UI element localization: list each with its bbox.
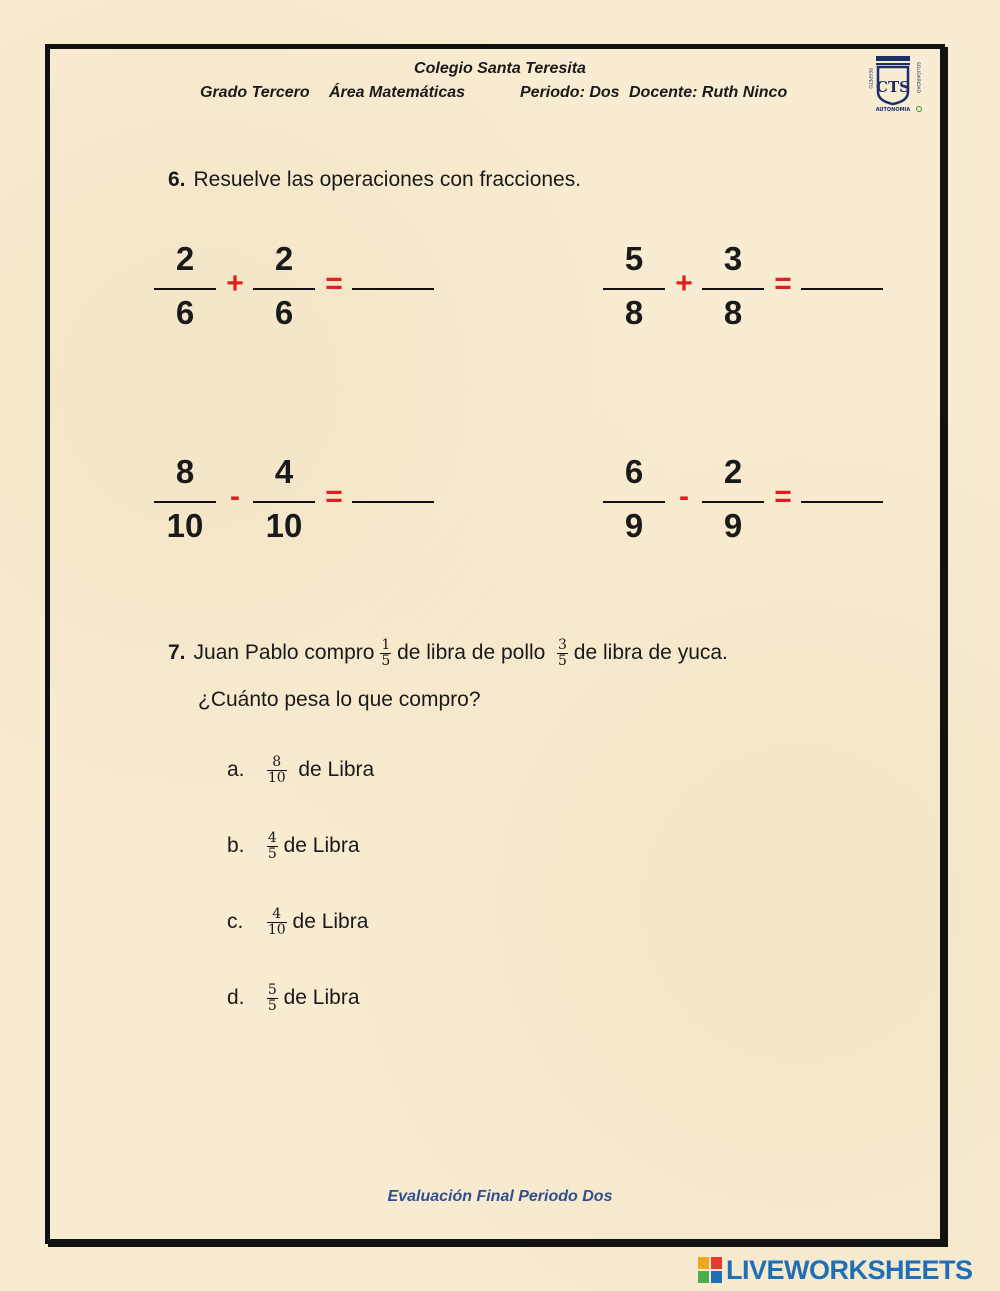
- option-text: de Libra: [292, 910, 369, 934]
- option-letter: b.: [227, 834, 245, 858]
- option-a[interactable]: [227, 755, 374, 786]
- equals-sign: =: [325, 267, 343, 300]
- operator-sign: +: [675, 267, 693, 300]
- numerator: 8: [175, 453, 195, 490]
- answer-blank[interactable]: [352, 501, 434, 503]
- denominator: 8: [723, 294, 743, 331]
- brand-name: LIVEWORKSHEETS: [726, 1255, 973, 1285]
- denominator: 6: [274, 294, 294, 331]
- logo-motto-bottom: AUTONOMIA: [875, 107, 911, 113]
- fraction-bar: [603, 288, 665, 290]
- liveworksheets-icon: [698, 1257, 722, 1283]
- equals-sign: =: [325, 480, 343, 513]
- footer-title: Evaluación Final Periodo Dos: [387, 1188, 613, 1205]
- operator-sign: -: [230, 480, 240, 513]
- logo-initials: CTS: [876, 78, 910, 96]
- option-fraction: $\frac{4}{10}$: [267, 906, 286, 938]
- fraction-bar: [702, 501, 764, 503]
- question-7-part2: de libra de pollo: [397, 641, 546, 665]
- logo-motto-right: SOLIDARIDAD: [915, 62, 920, 94]
- fraction-bar: [154, 288, 216, 290]
- operator-sign: +: [226, 267, 244, 300]
- numerator: 2: [274, 240, 294, 277]
- option-c[interactable]: [227, 907, 368, 938]
- grade-label: Grado Tercero: [200, 84, 310, 101]
- denominator: 9: [624, 507, 644, 544]
- numerator: 4: [274, 453, 294, 490]
- fraction-chicken: $\frac{1}{5}$: [381, 637, 391, 669]
- option-letter: a.: [227, 758, 245, 782]
- equals-sign: =: [774, 480, 792, 513]
- teacher-label: Docente: Ruth Ninco: [629, 84, 788, 101]
- question-7-question: ¿Cuánto pesa lo que compro?: [198, 688, 481, 711]
- option-fraction: $\frac{8}{10}$: [267, 754, 286, 786]
- fraction-bar: [702, 288, 764, 290]
- logo-motto-left: RESPETO: [867, 68, 872, 89]
- option-letter: d.: [227, 986, 245, 1010]
- fraction-bar: [253, 501, 315, 503]
- numerator: 2: [723, 453, 743, 490]
- option-d[interactable]: [227, 983, 360, 1014]
- option-letter: c.: [227, 910, 244, 934]
- answer-blank[interactable]: [801, 501, 883, 503]
- option-text: de Libra: [283, 834, 360, 858]
- question-6-title: [168, 168, 581, 192]
- denominator: 6: [175, 294, 195, 331]
- fraction-bar: [154, 501, 216, 503]
- option-fraction: $\frac{4}{5}$: [267, 830, 277, 862]
- option-text: de Libra: [283, 986, 360, 1010]
- fraction-yuca: $\frac{3}{5}$: [558, 637, 567, 669]
- school-logo: [862, 54, 924, 114]
- question-7-statement: [168, 638, 728, 669]
- numerator: 2: [175, 240, 195, 277]
- operation-4: [603, 453, 893, 563]
- question-7-part3: de libra de yuca.: [573, 641, 728, 665]
- fraction-bar: [253, 288, 315, 290]
- operation-1: [154, 240, 444, 350]
- question-7-number: 7.: [168, 641, 186, 665]
- question-6-number: 6.: [168, 168, 186, 191]
- denominator: 10: [265, 507, 303, 544]
- operation-3: [154, 453, 444, 563]
- equals-sign: =: [774, 267, 792, 300]
- school-name: Colegio Santa Teresita: [414, 60, 586, 77]
- denominator: 8: [624, 294, 644, 331]
- area-label: Área Matemáticas: [329, 84, 466, 101]
- answer-blank[interactable]: [801, 288, 883, 290]
- numerator: 6: [624, 453, 644, 490]
- operator-sign: -: [679, 480, 689, 513]
- denominator: 9: [723, 507, 743, 544]
- fraction-bar: [603, 501, 665, 503]
- answer-blank[interactable]: [352, 288, 434, 290]
- numerator: 5: [624, 240, 644, 277]
- numerator: 3: [723, 240, 743, 277]
- operation-2: [603, 240, 893, 350]
- question-6-prompt: Resuelve las operaciones con fracciones.: [193, 168, 582, 191]
- option-fraction: $\frac{5}{5}$: [267, 982, 277, 1014]
- period-label: Periodo: Dos: [520, 84, 620, 101]
- option-text: de Libra: [298, 758, 375, 782]
- denominator: 10: [166, 507, 204, 544]
- question-7-part1: Juan Pablo compro: [193, 641, 375, 665]
- option-b[interactable]: [227, 831, 360, 862]
